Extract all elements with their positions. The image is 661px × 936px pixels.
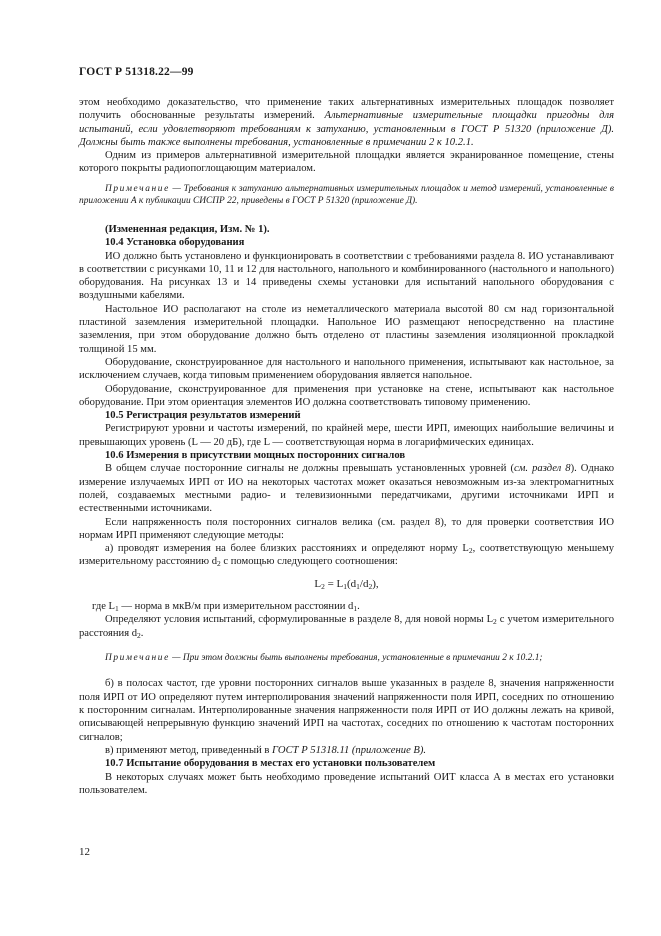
list-item-c: в) применяют метод, приведенный в ГОСТ Р 51318.11 (приложение В). [105,744,427,756]
paragraph: Оборудование, сконструированное для настольного и напольного применения, испытывают как настольное, за исключением случаев, когда типовым применением оборудования является напольное. [79,356,614,382]
page-number: 12 [79,846,90,858]
paragraph: этом необходимо доказательство, что применение таких альтернативных измерительных площадок позволяет получить обоснованные результаты измерений. Альтернативные измерительные площадки пригодны для испытаний, если удовлетворяют требованиям к затуханию, установленным в ГОСТ Р 51320 (приложение Д). Должны быть также выполнены требования, установленные в примечании 2 к 10.2.1. [79,97,614,148]
list-item-a: а) проводят измерения на более близких расстояниях и определяют норму $L_2$, соответствующую меньшему измерительному расстоянию $d_2$ с помощью следующего соотношения: [79,543,614,569]
paragraph: Настольное ИО располагают на столе из неметаллического материала высотой 80 см над горизонтальной пластиной заземления измерительной площадки. Напольное ИО размещают непосредственно на пластине заземления, при этом оборудование должно быть отделено от пластины заземления изоляционной прокладкой толщиной 15 мм. [79,303,614,355]
paragraph: Если напряженность поля посторонних сигналов велика (см. раздел 8), то для проверки соответствия ИО нормам ИРП применяют следующие методы: [79,516,614,541]
section-heading-10-4: 10.4 Установка оборудования [105,237,245,249]
paragraph: Определяют условия испытаний, сформулированные в разделе 8, для новой нормы $L_2$ с учетом измерительного расстояния $d_2$. [79,614,614,640]
paragraph: ИО должно быть установлено и функционировать в соответствии с требованиями раздела 8. ИО устанавливают в соответствии с рисунками 10, 11 и 12 для настольного, напольного и комбинированного (настольного и напольного) оборудования. На рисунках 13 и 14 приведены схемы установки для испытаний напольного оборудования с воздушными кабелями. [79,250,614,302]
note-label: Примечание [105,652,170,663]
list-item-b: б) в полосах частот, где уровни посторонних сигналов выше указанных в разделе 8, значения напряженности поля ИРП от ИО определяют путем интерполирования значений напряженности поля ИРП, соседних по отношению к посторонним сигналам. Интерполированные значения напряженности поля ИРП от ИО должны лежать на кривой, описывающей непрерывную функцию значений ИРП на частотах, соседних по отношению к частотам посторонних сигналов; [79,678,614,743]
note-label: Примечание [105,183,170,194]
formula: $L_2 = L_1(d_1/d_2)$, [314,577,379,591]
formula-legend: где $L_1$ — норма в мкВ/м при измерительном расстоянии $d_1$. [92,600,360,613]
note: Примечание — Требования к затуханию альтернативных измерительных площадок и метод измерений, установленные в приложении А к публикации СИСПР 22, приведены в ГОСТ Р 51320 (приложение Д). [79,183,614,207]
note: Примечание — При этом должны быть выполнены требования, установленные в примечании 2 к 10.2.1; [105,652,543,663]
running-header: ГОСТ Р 51318.22—99 [79,66,194,78]
paragraph: Оборудование, сконструированное для применения при установке на стене, испытывают как настольное оборудование. При этом ориентация элементов ИО должна соответствовать типовому применению. [79,383,614,408]
section-heading-10-5: 10.5 Регистрация результатов измерений [105,410,301,422]
italic-text: Альтернативные измерительные площадки пригодны для испытаний, если удовлетворяют требованиям к затуханию, установленным в ГОСТ Р 51320 (приложение Д). Должны быть также выполнены требования, установленные в примечании 2 к 10.2.1. [79,110,614,148]
paragraph: В некоторых случаях может быть необходимо проведение испытаний ОИТ класса А в местах его установки пользователем. [79,771,614,796]
paragraph: Регистрируют уровни и частоты измерений, по крайней мере, шести ИРП, имеющих наибольшие величины и превышающих уровень (L — 20 дБ), где L — соответствующая норма в логарифмических единицах. [79,423,614,448]
paragraph: Одним из примеров альтернативной измерительной площадки является экранированное помещение, стены которого покрыты радиопоглощающим материалом. [79,150,614,175]
section-heading-10-7: 10.7 Испытание оборудования в местах его установки пользователем [105,758,436,770]
page-body [79,96,614,797]
amendment-note: (Измененная редакция, Изм. № 1). [105,223,270,235]
paragraph: В общем случае посторонние сигналы не должны превышать установленных уровней (см. раздел 8). Однако измерение излучаемых ИРП от ИО на некоторых частотах может оказаться невозможным из-за электромагнитных полей, создаваемых местными радио- и телевизионными передатчиками, другими источниками ИРП и естественными источниками. [79,463,614,515]
section-heading-10-6: 10.6 Измерения в присутствии мощных посторонних сигналов [105,450,406,462]
